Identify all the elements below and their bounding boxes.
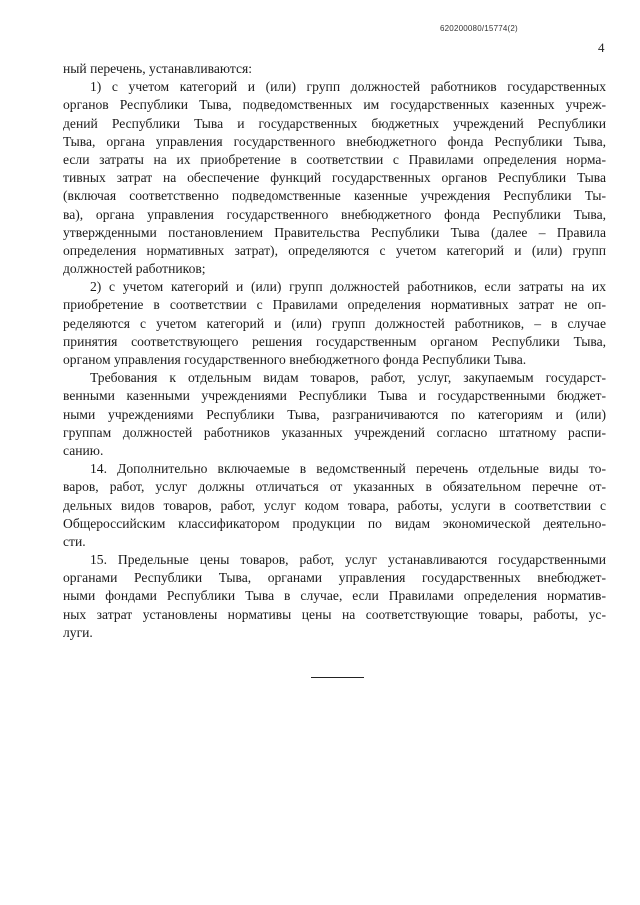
text-line: дений Республики Тыва и государственных бюджетных учреждений Республики	[63, 115, 606, 131]
text-line: ный перечень, устанавливаются:	[63, 61, 253, 76]
text-line: ными учреждениями Республики Тыва, разграничиваются по категориям и (или)	[63, 406, 606, 422]
text-line: луги.	[63, 624, 93, 640]
text-line: Тыва, органа управления государственного внебюджетного фонда Республики Тыва,	[63, 133, 606, 149]
text-line: ва), органа управления государственного внебюджетного фонда Республики Тыва,	[63, 206, 606, 222]
end-of-text-rule	[311, 677, 364, 678]
text-line: варов, работ, услуг должны отличаться от указанных в обязательном перечне от-	[63, 479, 606, 495]
text-line: определения нормативных затрат), определяются с учетом категорий и (или) групп	[63, 242, 606, 258]
text-line: ных затрат установлены нормативы цены на соответствующие товары, работы, ус-	[63, 606, 606, 622]
text-line: дельных видов товаров, работ, услуг кодом товара, работы, услуги в соответствии с	[63, 497, 606, 513]
text-line: венными казенными учреждениями Республики Тыва и государственными бюджет-	[63, 388, 606, 404]
paragraph	[63, 78, 606, 278]
text-line: если затраты на их приобретение в соответствии с Правилами определения норма-	[63, 151, 606, 167]
text-line: сти.	[63, 533, 86, 549]
text-line: тивных затрат на обеспечение функций государственных органов Республики Тыва	[63, 170, 606, 186]
text-line: органов Республики Тыва, подведомственных им государственных казенных учреж-	[63, 97, 606, 113]
text-line: утвержденными постановлением Правительства Республики Тыва (далее – Правила	[63, 224, 606, 240]
text-line: (включая соответственно подведомственные казенные учреждения Республики Ты-	[63, 188, 606, 204]
paragraph	[63, 460, 606, 551]
document-id: 620200080/15774(2)	[440, 24, 518, 33]
text-line: 15. Предельные цены товаров, работ, услуг устанавливаются государственными	[90, 552, 606, 568]
text-line: органом управления государственного внебюджетного фонда Республики Тыва.	[63, 352, 527, 367]
text-line: 14. Дополнительно включаемые в ведомственный перечень отдельные виды то-	[90, 461, 606, 477]
text-line: 1) с учетом категорий и (или) групп должностей работников государственных	[90, 79, 606, 95]
text-line: ределяются с учетом категорий и (или) групп должностей работников, – в случае	[63, 315, 606, 331]
page-number: 4	[598, 40, 605, 55]
text-line: 2) с учетом категорий и (или) групп должностей работников, если затраты на их	[90, 279, 606, 295]
paragraph	[63, 551, 606, 642]
text-line: приобретение в соответствии с Правилами определения нормативных затрат не оп-	[63, 297, 606, 313]
text-line: органами Республики Тыва, органами управления государственных внебюджет-	[63, 570, 606, 586]
text-line: группам должностей работников указанных учреждений согласно штатному распи-	[63, 424, 606, 440]
text-line: ными фондами Республики Тыва в случае, если Правилами определения норматив-	[63, 588, 606, 604]
text-line: санию.	[63, 442, 104, 458]
paragraph	[63, 278, 606, 369]
paragraph	[63, 369, 606, 460]
paragraph	[63, 60, 606, 78]
text-line: Общероссийским классификатором продукции по видам экономической деятельно-	[63, 515, 606, 531]
text-line: Требования к отдельным видам товаров, работ, услуг, закупаемым государст-	[90, 370, 606, 386]
text-line: принятия соответствующего решения государственным органом Республики Тыва,	[63, 333, 606, 349]
document-body	[63, 60, 606, 642]
text-line: должностей работников;	[63, 261, 206, 277]
